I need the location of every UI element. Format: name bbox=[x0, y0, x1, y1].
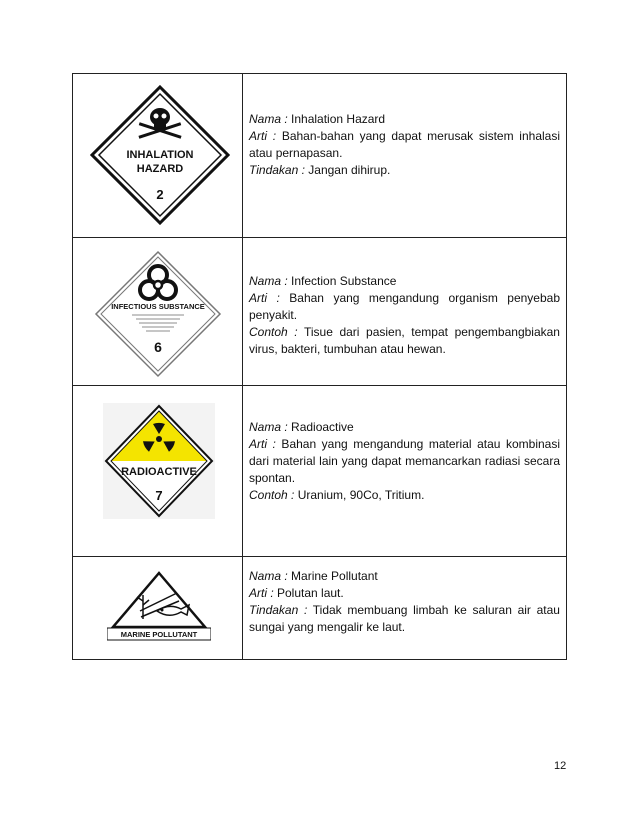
meaning-key: Arti : bbox=[249, 586, 274, 600]
table-row-marine bbox=[73, 556, 566, 661]
name-line bbox=[249, 568, 560, 585]
infectious-substance-sign bbox=[73, 238, 242, 385]
action-key: Tindakan : bbox=[249, 603, 308, 617]
name-key: Nama : bbox=[249, 569, 288, 583]
biohazard-icon bbox=[94, 250, 222, 378]
name-key: Nama : bbox=[249, 274, 288, 288]
action-value: Jangan dihirup. bbox=[304, 163, 391, 177]
table-row-inhalation bbox=[73, 74, 566, 237]
inhalation-hazard-icon bbox=[90, 85, 230, 225]
radioactive-icon bbox=[103, 403, 215, 519]
description-cell bbox=[249, 111, 560, 179]
example-key: Contoh : bbox=[249, 325, 298, 339]
table-row-radioactive bbox=[73, 385, 566, 556]
description-cell bbox=[249, 419, 560, 504]
action-line bbox=[249, 162, 560, 179]
sign-class-number: 7 bbox=[155, 488, 163, 503]
example-key: Contoh : bbox=[249, 488, 295, 502]
sign-text-line1: RADIOACTIVE bbox=[121, 466, 197, 478]
name-value: Infection Substance bbox=[287, 274, 397, 288]
radioactive-sign bbox=[73, 386, 242, 556]
name-line bbox=[249, 419, 560, 436]
name-value: Inhalation Hazard bbox=[287, 112, 386, 126]
sign-text-line1: INFECTIOUS SUBSTANCE bbox=[111, 302, 205, 311]
table-row-infectious bbox=[73, 237, 566, 385]
name-key: Nama : bbox=[249, 420, 288, 434]
meaning-line bbox=[249, 290, 560, 324]
meaning-value: Bahan yang mengandung material atau kombinasi dari material lain yang dapat memancarkan radiasi secara spontan. bbox=[249, 437, 561, 485]
marine-pollutant-sign bbox=[73, 557, 242, 661]
marine-pollutant-icon bbox=[107, 571, 211, 641]
meaning-key: Arti : bbox=[249, 129, 277, 143]
meaning-key: Arti : bbox=[249, 437, 276, 451]
meaning-value: Polutan laut. bbox=[273, 586, 344, 600]
name-value: Radioactive bbox=[287, 420, 354, 434]
meaning-line bbox=[249, 436, 560, 487]
meaning-line bbox=[249, 585, 560, 602]
action-key: Tindakan : bbox=[249, 163, 305, 177]
meaning-value: Bahan yang mengandung organism penyebab penyakit. bbox=[249, 291, 560, 322]
meaning-key: Arti : bbox=[249, 291, 280, 305]
sign-text-line2: HAZARD bbox=[136, 163, 184, 175]
hazard-table bbox=[72, 73, 567, 660]
page-number: 12 bbox=[554, 760, 567, 772]
action-line bbox=[249, 602, 560, 636]
column-divider bbox=[242, 74, 243, 659]
sign-text-line1: MARINE POLLUTANT bbox=[120, 630, 198, 639]
description-cell bbox=[249, 273, 560, 358]
meaning-value: Bahan-bahan yang dapat merusak sistem inhalasi atau pernapasan. bbox=[249, 129, 560, 160]
inhalation-hazard-sign bbox=[73, 74, 242, 237]
name-line bbox=[249, 273, 560, 290]
name-line bbox=[249, 111, 560, 128]
name-value: Marine Pollutant bbox=[287, 569, 378, 583]
example-line bbox=[249, 324, 560, 358]
sign-class-number: 6 bbox=[154, 339, 162, 355]
name-key: Nama : bbox=[249, 112, 288, 126]
description-cell bbox=[249, 568, 560, 636]
sign-class-number: 2 bbox=[156, 187, 164, 202]
sign-text-line1: INHALATION bbox=[126, 149, 194, 161]
meaning-line bbox=[249, 128, 560, 162]
example-line bbox=[249, 487, 560, 504]
action-value: Tidak membuang limbah ke saluran air atau sungai yang mengalir ke laut. bbox=[249, 603, 560, 634]
example-value: Uranium, 90Co, Tritium. bbox=[294, 488, 425, 502]
example-value: Tisue dari pasien, tempat pengembangbiakan virus, bakteri, tumbuhan atau hewan. bbox=[249, 325, 560, 356]
